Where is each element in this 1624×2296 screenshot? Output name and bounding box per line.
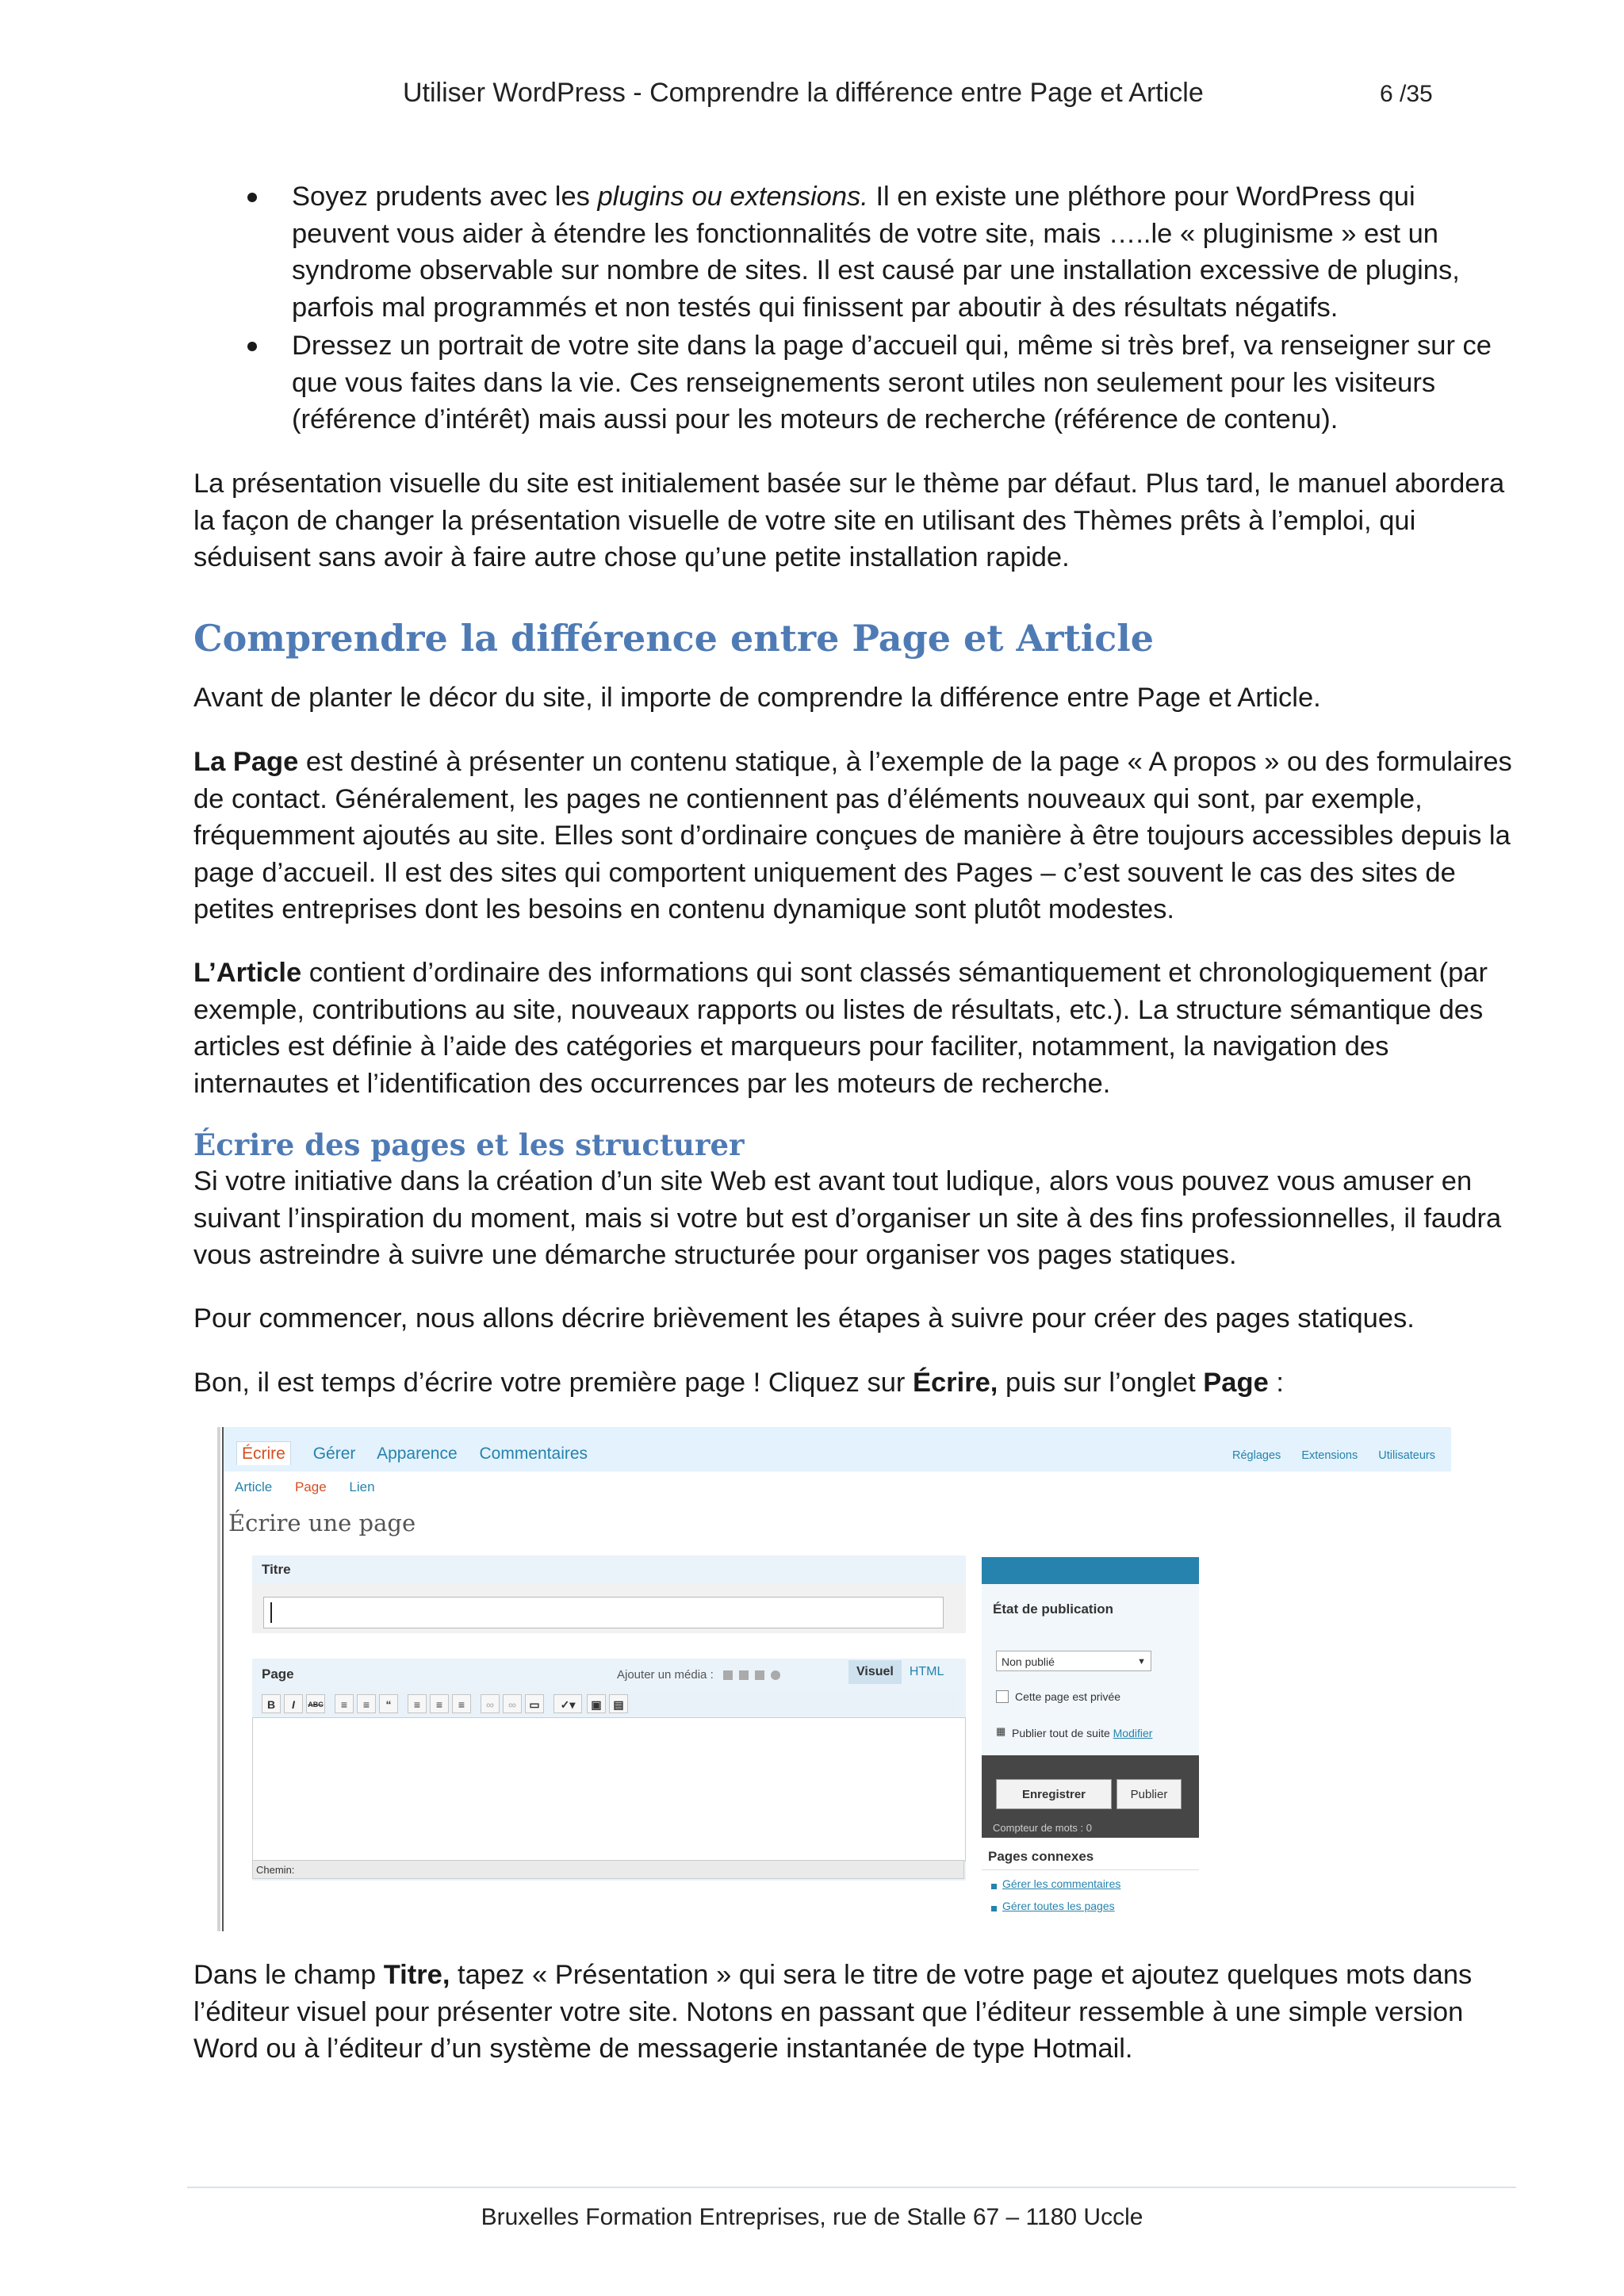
tab-html[interactable]: HTML <box>909 1665 944 1678</box>
instruction-bold-page: Page <box>1203 1368 1269 1398</box>
page-editor <box>252 1659 966 1881</box>
divider <box>217 1427 220 1931</box>
publish-now-label: Publier tout de suite <box>1012 1727 1110 1739</box>
nav-gerer[interactable]: Gérer <box>312 1445 356 1463</box>
bullet-dot <box>247 193 257 202</box>
subnav-lien[interactable]: Lien <box>349 1479 375 1494</box>
section-heading: Comprendre la différence entre Page et Article <box>193 617 1154 660</box>
term-article: L’Article <box>193 958 302 988</box>
manage-comments-link[interactable]: Gérer les commentaires <box>1002 1877 1121 1890</box>
add-media <box>617 1668 780 1682</box>
subnav-article[interactable]: Article <box>235 1479 273 1494</box>
nav-apparence[interactable]: Apparence <box>377 1445 458 1463</box>
bullet-text: Dressez un portrait de votre site dans la page d’accueil qui, même si très bref, va renseigner sur ce que vous faites dans la vie. Ces renseignements seront utiles non seulement pour les visiteurs (référence d’intérêt) mais aussi pour les moteurs de recherche (référence de contenu). <box>292 331 1492 434</box>
subsection-heading: Écrire des pages et les structurer <box>193 1127 745 1162</box>
nav-reglages[interactable]: Réglages <box>1232 1449 1281 1462</box>
related-pages <box>982 1843 1199 1931</box>
admin-subnav <box>235 1479 394 1495</box>
bullet-dot <box>247 342 257 351</box>
calendar-icon: ▦ <box>996 1725 1006 1737</box>
title-box <box>252 1556 966 1633</box>
publish-status-title: État de publication <box>993 1601 1114 1617</box>
nav-ecrire[interactable]: Écrire <box>236 1441 291 1465</box>
editor-textarea[interactable] <box>252 1717 966 1862</box>
status-select[interactable] <box>996 1651 1151 1671</box>
manage-pages-link[interactable]: Gérer toutes les pages <box>1002 1900 1115 1912</box>
media-icon[interactable] <box>771 1670 780 1680</box>
editor-tabs <box>848 1660 952 1687</box>
admin-top-bar <box>224 1427 1451 1471</box>
paragraph-page-text: est destiné à présenter un contenu statique, à l’exemple de la page « A propos » ou des formulaires de contact. Généralement, les pages ne contiennent pas d’éléments nouveaux qui sont, par exemple, fréquemment ajoutés au site. Elles sont d’ordinaire conçues de manière à être toujours accessibles depuis la page d’accueil. Il est des sites qui comportent uniquement des Pages – c’est souvent le cas des sites de petites entreprises dont les besoins en contenu dynamique sont plutôt modestes. <box>193 747 1512 924</box>
divider <box>222 1427 224 1931</box>
list-item <box>193 327 1518 438</box>
italic-icon[interactable]: I <box>284 1694 303 1713</box>
video-icon[interactable] <box>739 1670 749 1680</box>
save-button[interactable]: Enregistrer <box>996 1779 1112 1809</box>
audio-icon[interactable] <box>755 1670 764 1680</box>
bullet-list-icon[interactable]: ≡ <box>335 1694 354 1713</box>
private-label: Cette page est privée <box>1015 1690 1121 1703</box>
strikethrough-icon[interactable]: ABC <box>306 1694 325 1713</box>
instruction-bold-ecrire: Écrire, <box>912 1368 998 1398</box>
admin-top-right-nav <box>1215 1449 1435 1462</box>
chevron-down-icon: ▼ <box>1137 1657 1146 1667</box>
status-select-value: Non publié <box>1002 1655 1055 1668</box>
publish-now-row <box>1012 1727 1152 1739</box>
paragraph-article-text: contient d’ordinaire des informations qui sont classés sémantiquement et chronologiquement (par exemple, contributions au site, nouveaux rapports ou listes de résultats, etc.). La structure sémantique des articles est définie à l’aide des catégories et marqueurs pour faciliter, notamment, la navigation des internautes et l’identification des occurrences par les moteurs de recherche. <box>193 958 1488 1099</box>
modify-link[interactable]: Modifier <box>1113 1727 1153 1739</box>
page-footer: Bruxelles Formation Entreprises, rue de Stalle 67 – 1180 Uccle <box>481 2204 1143 2230</box>
blockquote-icon[interactable]: “ <box>379 1694 398 1713</box>
bold-icon[interactable]: B <box>262 1694 281 1713</box>
publish-box <box>982 1557 1199 1838</box>
text-caret <box>270 1602 272 1623</box>
paragraph-commencer: Pour commencer, nous allons décrire brièvement les étapes à suivre pour créer des pages statiques. <box>193 1303 1415 1334</box>
page-header <box>0 78 1624 117</box>
title-box-header <box>252 1556 966 1584</box>
unlink-icon[interactable]: ∞ <box>503 1694 522 1713</box>
editor-label: Page <box>262 1667 294 1682</box>
bullet-list <box>193 178 1518 440</box>
link-icon[interactable]: ∞ <box>481 1694 500 1713</box>
title-label: Titre <box>262 1562 291 1577</box>
image-icon[interactable] <box>723 1670 733 1680</box>
wordpress-screenshot <box>217 1427 1451 1931</box>
publish-box-header <box>982 1557 1199 1584</box>
page-number: 6 /35 <box>1380 81 1433 107</box>
more-icon[interactable]: ▭ <box>525 1694 544 1713</box>
instruction-text: puis sur l’onglet <box>998 1368 1204 1398</box>
footer-divider <box>187 2187 1516 2188</box>
bullet-text-post: Il en existe une pléthore pour WordPress qui peuvent vous aider à étendre les fonctionnalités de votre site, mais …..le « pluginisme » est un syndrome observable sur nombre de sites. Il est causé par une installation excessive de plugins, parfois mal programmés et non testés qui finissent par aboutir à des résultats négatifs. <box>292 182 1460 323</box>
title-input[interactable] <box>263 1597 944 1628</box>
admin-nav <box>241 1445 605 1464</box>
nav-extensions[interactable]: Extensions <box>1301 1449 1358 1462</box>
spellcheck-icon[interactable]: ✓▾ <box>553 1694 582 1713</box>
kitchen-sink-icon[interactable]: ▤ <box>609 1694 628 1713</box>
related-pages-title: Pages connexes <box>988 1849 1094 1864</box>
nav-commentaires[interactable]: Commentaires <box>479 1445 588 1463</box>
numbered-list-icon[interactable]: ≡ <box>357 1694 376 1713</box>
paragraph-titre-text: Dans le champ <box>193 1960 384 1990</box>
paragraph-presentation: La présentation visuelle du site est initialement basée sur le thème par défaut. Plus tard, le manuel abordera la façon de changer la présentation visuelle de votre site en utilisant des Thèmes prêts à l’emploi, qui séduisent sans avoir à faire autre chose qu’une petite installation rapide. <box>193 469 1505 572</box>
publish-button[interactable]: Publier <box>1116 1779 1182 1809</box>
paragraph-instruction <box>193 1364 1518 1402</box>
term-titre: Titre, <box>383 1960 450 1990</box>
align-center-icon[interactable]: ≡ <box>430 1694 449 1713</box>
admin-page-title: Écrire une page <box>228 1510 416 1536</box>
divider <box>982 1869 1199 1870</box>
bullet-text-italic: plugins ou extensions. <box>597 182 868 212</box>
paragraph-intro: Avant de planter le décor du site, il importe de comprendre la différence entre Page et Article. <box>193 683 1321 713</box>
nav-utilisateurs[interactable]: Utilisateurs <box>1378 1449 1435 1462</box>
word-count: Compteur de mots : 0 <box>993 1822 1092 1834</box>
paragraph-initiative: Si votre initiative dans la création d’un site Web est avant tout ludique, alors vous pouvez vous amuser en suivant l’inspiration du moment, mais si votre but est d’organiser un site à des fins professionnelles, il faudra vous astreindre à suivre une démarche structurée pour organiser vos pages statiques. <box>193 1166 1502 1270</box>
private-checkbox[interactable] <box>996 1690 1009 1703</box>
paragraph-titre-text: tapez « Présentation » qui sera le titre de votre page et ajoutez quelques mots dans l’éditeur visuel pour présenter votre site. Notons en passant que l’éditeur ressemble à une simple version Word ou à l’éditeur d’un système de messagerie instantanée de type Hotmail. <box>193 1960 1473 2064</box>
add-media-label: Ajouter un média : <box>617 1668 714 1682</box>
paragraph-article <box>193 955 1518 1102</box>
editor-path: Chemin: <box>252 1860 964 1879</box>
term-page: La Page <box>193 747 299 777</box>
bullet-icon <box>991 1884 997 1889</box>
align-right-icon[interactable]: ≡ <box>452 1694 471 1713</box>
list-item <box>193 178 1518 326</box>
bullet-text-pre: Soyez prudents avec les <box>292 182 598 212</box>
fullscreen-icon[interactable]: ▣ <box>587 1694 606 1713</box>
editor-toolbar <box>259 1692 959 1716</box>
header-title: Utiliser WordPress - Comprendre la différence entre Page et Article <box>403 78 1204 108</box>
tab-visuel[interactable]: Visuel <box>848 1660 902 1684</box>
subnav-page[interactable]: Page <box>294 1479 327 1494</box>
paragraph-page <box>193 744 1518 928</box>
align-left-icon[interactable]: ≡ <box>408 1694 427 1713</box>
instruction-text: : <box>1268 1368 1284 1398</box>
instruction-text: Bon, il est temps d’écrire votre première page ! Cliquez sur <box>193 1368 913 1398</box>
bullet-icon <box>991 1906 997 1911</box>
paragraph-titre <box>193 1957 1518 2068</box>
